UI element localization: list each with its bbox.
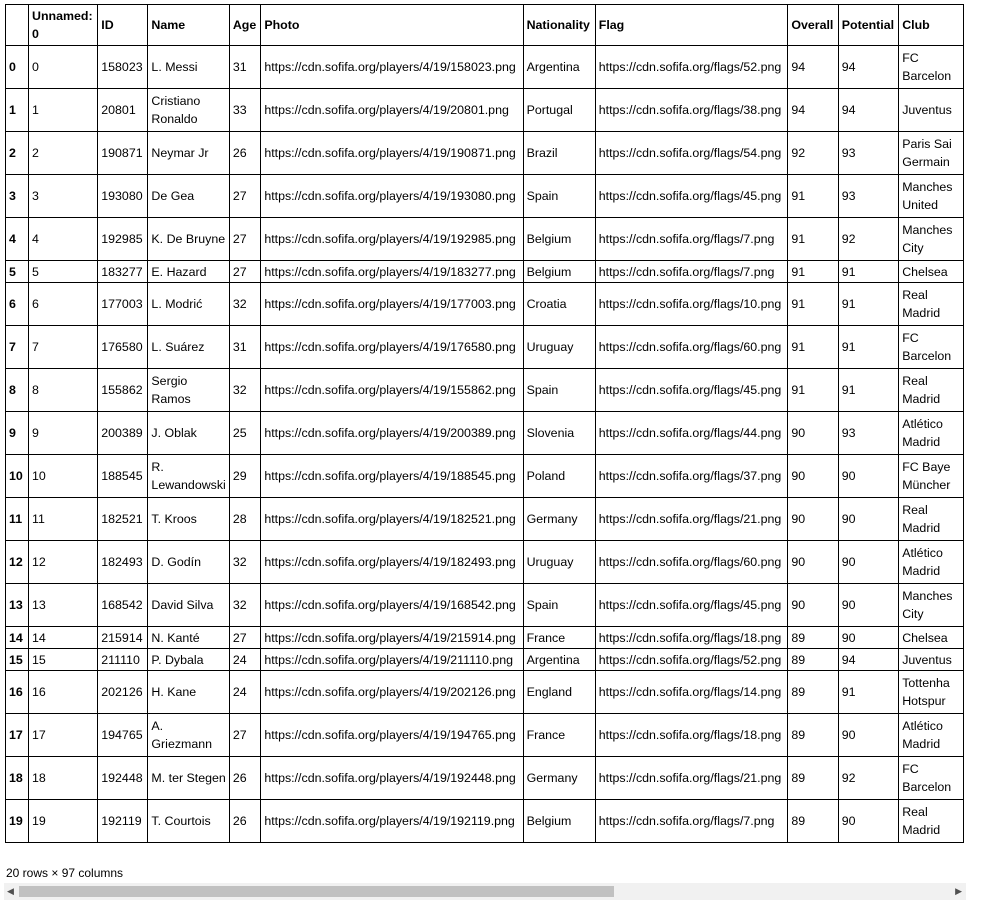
unnamed-cell: 1 [29,89,98,132]
age-cell: 29 [229,455,261,498]
row-index: 5 [6,261,29,283]
overall-cell: 92 [788,132,838,175]
name-cell: D. Godín [148,541,229,584]
flag-url-cell: https://cdn.sofifa.org/flags/60.png [595,326,788,369]
photo-url-cell: https://cdn.sofifa.org/players/4/19/182521.png [261,498,523,541]
photo-url-cell: https://cdn.sofifa.org/players/4/19/20801.png [261,89,523,132]
unnamed-cell: 7 [29,326,98,369]
nationality-cell: France [523,627,595,649]
age-cell: 27 [229,218,261,261]
club-cell: Atlético Madrid [899,541,964,584]
potential-cell: 94 [838,89,898,132]
photo-url-cell: https://cdn.sofifa.org/players/4/19/194765.png [261,714,523,757]
scroll-right-arrow-icon[interactable]: ▶ [955,886,962,896]
column-header-id: ID [98,5,148,46]
nationality-cell: Belgium [523,800,595,843]
row-index: 19 [6,800,29,843]
potential-cell: 91 [838,261,898,283]
table-row [6,218,964,261]
unnamed-cell: 9 [29,412,98,455]
unnamed-cell: 19 [29,800,98,843]
overall-cell: 90 [788,584,838,627]
unnamed-cell: 15 [29,649,98,671]
potential-cell: 90 [838,584,898,627]
unnamed-cell: 12 [29,541,98,584]
row-index: 9 [6,412,29,455]
unnamed-cell: 2 [29,132,98,175]
nationality-cell: Spain [523,175,595,218]
name-cell: R. Lewandowski [148,455,229,498]
flag-url-cell: https://cdn.sofifa.org/flags/14.png [595,671,788,714]
row-index: 18 [6,757,29,800]
column-header-potential: Potential [838,5,898,46]
row-index: 12 [6,541,29,584]
index-header [6,5,29,46]
name-cell: Sergio Ramos [148,369,229,412]
nationality-cell: Croatia [523,283,595,326]
scroll-left-arrow-icon[interactable]: ◀ [7,886,14,896]
nationality-cell: Germany [523,757,595,800]
overall-cell: 91 [788,326,838,369]
club-cell: FC Baye Müncher [899,455,964,498]
row-index: 2 [6,132,29,175]
club-cell: Atlético Madrid [899,714,964,757]
unnamed-cell: 18 [29,757,98,800]
age-cell: 26 [229,757,261,800]
nationality-cell: Slovenia [523,412,595,455]
table-row [6,757,964,800]
club-cell: Real Madrid [899,283,964,326]
unnamed-cell: 3 [29,175,98,218]
photo-url-cell: https://cdn.sofifa.org/players/4/19/183277.png [261,261,523,283]
potential-cell: 91 [838,369,898,412]
photo-url-cell: https://cdn.sofifa.org/players/4/19/182493.png [261,541,523,584]
column-header-club: Club [899,5,964,46]
id-cell: 177003 [98,283,148,326]
id-cell: 215914 [98,627,148,649]
name-cell: M. ter Stegen [148,757,229,800]
column-header-overall: Overall [788,5,838,46]
nationality-cell: Uruguay [523,326,595,369]
row-index: 17 [6,714,29,757]
id-cell: 202126 [98,671,148,714]
row-index: 13 [6,584,29,627]
flag-url-cell: https://cdn.sofifa.org/flags/21.png [595,498,788,541]
id-cell: 183277 [98,261,148,283]
nationality-cell: Uruguay [523,541,595,584]
club-cell: FC Barcelon [899,46,964,89]
name-cell: E. Hazard [148,261,229,283]
unnamed-cell: 4 [29,218,98,261]
name-cell: L. Modrić [148,283,229,326]
row-index: 11 [6,498,29,541]
photo-url-cell: https://cdn.sofifa.org/players/4/19/192448.png [261,757,523,800]
age-cell: 27 [229,627,261,649]
row-index: 6 [6,283,29,326]
unnamed-cell: 17 [29,714,98,757]
potential-cell: 93 [838,412,898,455]
unnamed-cell: 6 [29,283,98,326]
potential-cell: 90 [838,498,898,541]
photo-url-cell: https://cdn.sofifa.org/players/4/19/192119.png [261,800,523,843]
club-cell: Chelsea [899,627,964,649]
flag-url-cell: https://cdn.sofifa.org/flags/18.png [595,714,788,757]
name-cell: K. De Bruyne [148,218,229,261]
flag-url-cell: https://cdn.sofifa.org/flags/54.png [595,132,788,175]
row-index: 8 [6,369,29,412]
unnamed-cell: 5 [29,261,98,283]
age-cell: 32 [229,541,261,584]
name-cell: Neymar Jr [148,132,229,175]
name-cell: L. Messi [148,46,229,89]
potential-cell: 90 [838,541,898,584]
age-cell: 24 [229,649,261,671]
unnamed-cell: 13 [29,584,98,627]
table-row [6,800,964,843]
overall-cell: 91 [788,175,838,218]
flag-url-cell: https://cdn.sofifa.org/flags/21.png [595,757,788,800]
age-cell: 32 [229,283,261,326]
photo-url-cell: https://cdn.sofifa.org/players/4/19/190871.png [261,132,523,175]
table-row [6,627,964,649]
photo-url-cell: https://cdn.sofifa.org/players/4/19/211110.png [261,649,523,671]
club-cell: Paris Sai Germain [899,132,964,175]
potential-cell: 94 [838,46,898,89]
table-row [6,261,964,283]
id-cell: 190871 [98,132,148,175]
table-row [6,326,964,369]
overall-cell: 89 [788,757,838,800]
id-cell: 182493 [98,541,148,584]
name-cell: N. Kanté [148,627,229,649]
name-cell: T. Courtois [148,800,229,843]
photo-url-cell: https://cdn.sofifa.org/players/4/19/215914.png [261,627,523,649]
nationality-cell: Portugal [523,89,595,132]
overall-cell: 89 [788,714,838,757]
age-cell: 26 [229,800,261,843]
age-cell: 33 [229,89,261,132]
club-cell: Real Madrid [899,498,964,541]
dataframe-shape-summary: 20 rows × 97 columns [6,866,124,880]
table-row [6,584,964,627]
row-index: 14 [6,627,29,649]
potential-cell: 90 [838,627,898,649]
nationality-cell: Germany [523,498,595,541]
flag-url-cell: https://cdn.sofifa.org/flags/7.png [595,800,788,843]
overall-cell: 89 [788,800,838,843]
flag-url-cell: https://cdn.sofifa.org/flags/45.png [595,369,788,412]
table-row [6,89,964,132]
flag-url-cell: https://cdn.sofifa.org/flags/45.png [595,175,788,218]
row-index: 3 [6,175,29,218]
overall-cell: 94 [788,46,838,89]
club-cell: Juventus [899,89,964,132]
overall-cell: 89 [788,627,838,649]
name-cell: P. Dybala [148,649,229,671]
photo-url-cell: https://cdn.sofifa.org/players/4/19/176580.png [261,326,523,369]
name-cell: A. Griezmann [148,714,229,757]
photo-url-cell: https://cdn.sofifa.org/players/4/19/193080.png [261,175,523,218]
age-cell: 32 [229,584,261,627]
age-cell: 32 [229,369,261,412]
id-cell: 168542 [98,584,148,627]
age-cell: 27 [229,714,261,757]
dataframe-table [5,4,964,843]
overall-cell: 90 [788,498,838,541]
age-cell: 25 [229,412,261,455]
table-row [6,175,964,218]
flag-url-cell: https://cdn.sofifa.org/flags/52.png [595,46,788,89]
header-row [6,5,964,46]
horizontal-scrollbar[interactable] [4,883,966,900]
nationality-cell: Spain [523,369,595,412]
overall-cell: 89 [788,649,838,671]
id-cell: 176580 [98,326,148,369]
nationality-cell: Brazil [523,132,595,175]
potential-cell: 94 [838,649,898,671]
potential-cell: 91 [838,326,898,369]
photo-url-cell: https://cdn.sofifa.org/players/4/19/177003.png [261,283,523,326]
name-cell: T. Kroos [148,498,229,541]
photo-url-cell: https://cdn.sofifa.org/players/4/19/202126.png [261,671,523,714]
age-cell: 27 [229,261,261,283]
unnamed-cell: 11 [29,498,98,541]
overall-cell: 91 [788,261,838,283]
row-index: 10 [6,455,29,498]
overall-cell: 90 [788,412,838,455]
table-row [6,132,964,175]
potential-cell: 90 [838,455,898,498]
overall-cell: 90 [788,541,838,584]
id-cell: 158023 [98,46,148,89]
name-cell: Cristiano Ronaldo [148,89,229,132]
club-cell: Manches City [899,584,964,627]
table-row [6,283,964,326]
name-cell: David Silva [148,584,229,627]
unnamed-cell: 0 [29,46,98,89]
row-index: 0 [6,46,29,89]
nationality-cell: England [523,671,595,714]
club-cell: FC Barcelon [899,757,964,800]
photo-url-cell: https://cdn.sofifa.org/players/4/19/168542.png [261,584,523,627]
age-cell: 24 [229,671,261,714]
overall-cell: 94 [788,89,838,132]
id-cell: 192985 [98,218,148,261]
table-row [6,714,964,757]
id-cell: 193080 [98,175,148,218]
nationality-cell: Spain [523,584,595,627]
row-index: 1 [6,89,29,132]
club-cell: Tottenha Hotspur [899,671,964,714]
id-cell: 194765 [98,714,148,757]
row-index: 4 [6,218,29,261]
potential-cell: 92 [838,218,898,261]
nationality-cell: Argentina [523,649,595,671]
column-header-photo: Photo [261,5,523,46]
flag-url-cell: https://cdn.sofifa.org/flags/52.png [595,649,788,671]
photo-url-cell: https://cdn.sofifa.org/players/4/19/200389.png [261,412,523,455]
potential-cell: 91 [838,283,898,326]
photo-url-cell: https://cdn.sofifa.org/players/4/19/158023.png [261,46,523,89]
photo-url-cell: https://cdn.sofifa.org/players/4/19/188545.png [261,455,523,498]
column-header-flag: Flag [595,5,788,46]
unnamed-cell: 8 [29,369,98,412]
flag-url-cell: https://cdn.sofifa.org/flags/7.png [595,261,788,283]
flag-url-cell: https://cdn.sofifa.org/flags/7.png [595,218,788,261]
column-header-age: Age [229,5,261,46]
flag-url-cell: https://cdn.sofifa.org/flags/10.png [595,283,788,326]
column-header-unnamed: Unnamed: 0 [29,5,98,46]
name-cell: J. Oblak [148,412,229,455]
nationality-cell: Argentina [523,46,595,89]
id-cell: 182521 [98,498,148,541]
id-cell: 192448 [98,757,148,800]
id-cell: 155862 [98,369,148,412]
nationality-cell: Belgium [523,218,595,261]
nationality-cell: Belgium [523,261,595,283]
club-cell: Manches City [899,218,964,261]
row-index: 15 [6,649,29,671]
name-cell: De Gea [148,175,229,218]
nationality-cell: Poland [523,455,595,498]
age-cell: 31 [229,46,261,89]
id-cell: 188545 [98,455,148,498]
flag-url-cell: https://cdn.sofifa.org/flags/37.png [595,455,788,498]
overall-cell: 89 [788,671,838,714]
column-header-nationality: Nationality [523,5,595,46]
flag-url-cell: https://cdn.sofifa.org/flags/44.png [595,412,788,455]
flag-url-cell: https://cdn.sofifa.org/flags/45.png [595,584,788,627]
potential-cell: 93 [838,175,898,218]
id-cell: 20801 [98,89,148,132]
club-cell: Atlético Madrid [899,412,964,455]
nationality-cell: France [523,714,595,757]
potential-cell: 91 [838,671,898,714]
row-index: 7 [6,326,29,369]
scrollbar-thumb[interactable] [19,886,614,897]
club-cell: Manches United [899,175,964,218]
id-cell: 211110 [98,649,148,671]
table-row [6,541,964,584]
potential-cell: 90 [838,714,898,757]
photo-url-cell: https://cdn.sofifa.org/players/4/19/192985.png [261,218,523,261]
club-cell: Real Madrid [899,800,964,843]
club-cell: Real Madrid [899,369,964,412]
overall-cell: 91 [788,283,838,326]
overall-cell: 91 [788,218,838,261]
table-row [6,412,964,455]
age-cell: 31 [229,326,261,369]
id-cell: 192119 [98,800,148,843]
column-header-name: Name [148,5,229,46]
club-cell: FC Barcelon [899,326,964,369]
unnamed-cell: 16 [29,671,98,714]
flag-url-cell: https://cdn.sofifa.org/flags/18.png [595,627,788,649]
overall-cell: 91 [788,369,838,412]
table-row [6,455,964,498]
club-cell: Juventus [899,649,964,671]
club-cell: Chelsea [899,261,964,283]
name-cell: H. Kane [148,671,229,714]
potential-cell: 93 [838,132,898,175]
flag-url-cell: https://cdn.sofifa.org/flags/60.png [595,541,788,584]
flag-url-cell: https://cdn.sofifa.org/flags/38.png [595,89,788,132]
table-row [6,369,964,412]
age-cell: 27 [229,175,261,218]
id-cell: 200389 [98,412,148,455]
name-cell: L. Suárez [148,326,229,369]
unnamed-cell: 14 [29,627,98,649]
potential-cell: 92 [838,757,898,800]
table-row [6,671,964,714]
age-cell: 28 [229,498,261,541]
age-cell: 26 [229,132,261,175]
photo-url-cell: https://cdn.sofifa.org/players/4/19/155862.png [261,369,523,412]
row-index: 16 [6,671,29,714]
potential-cell: 90 [838,800,898,843]
dataframe-viewport[interactable] [5,4,964,854]
table-row [6,649,964,671]
table-row [6,46,964,89]
overall-cell: 90 [788,455,838,498]
unnamed-cell: 10 [29,455,98,498]
table-row [6,498,964,541]
